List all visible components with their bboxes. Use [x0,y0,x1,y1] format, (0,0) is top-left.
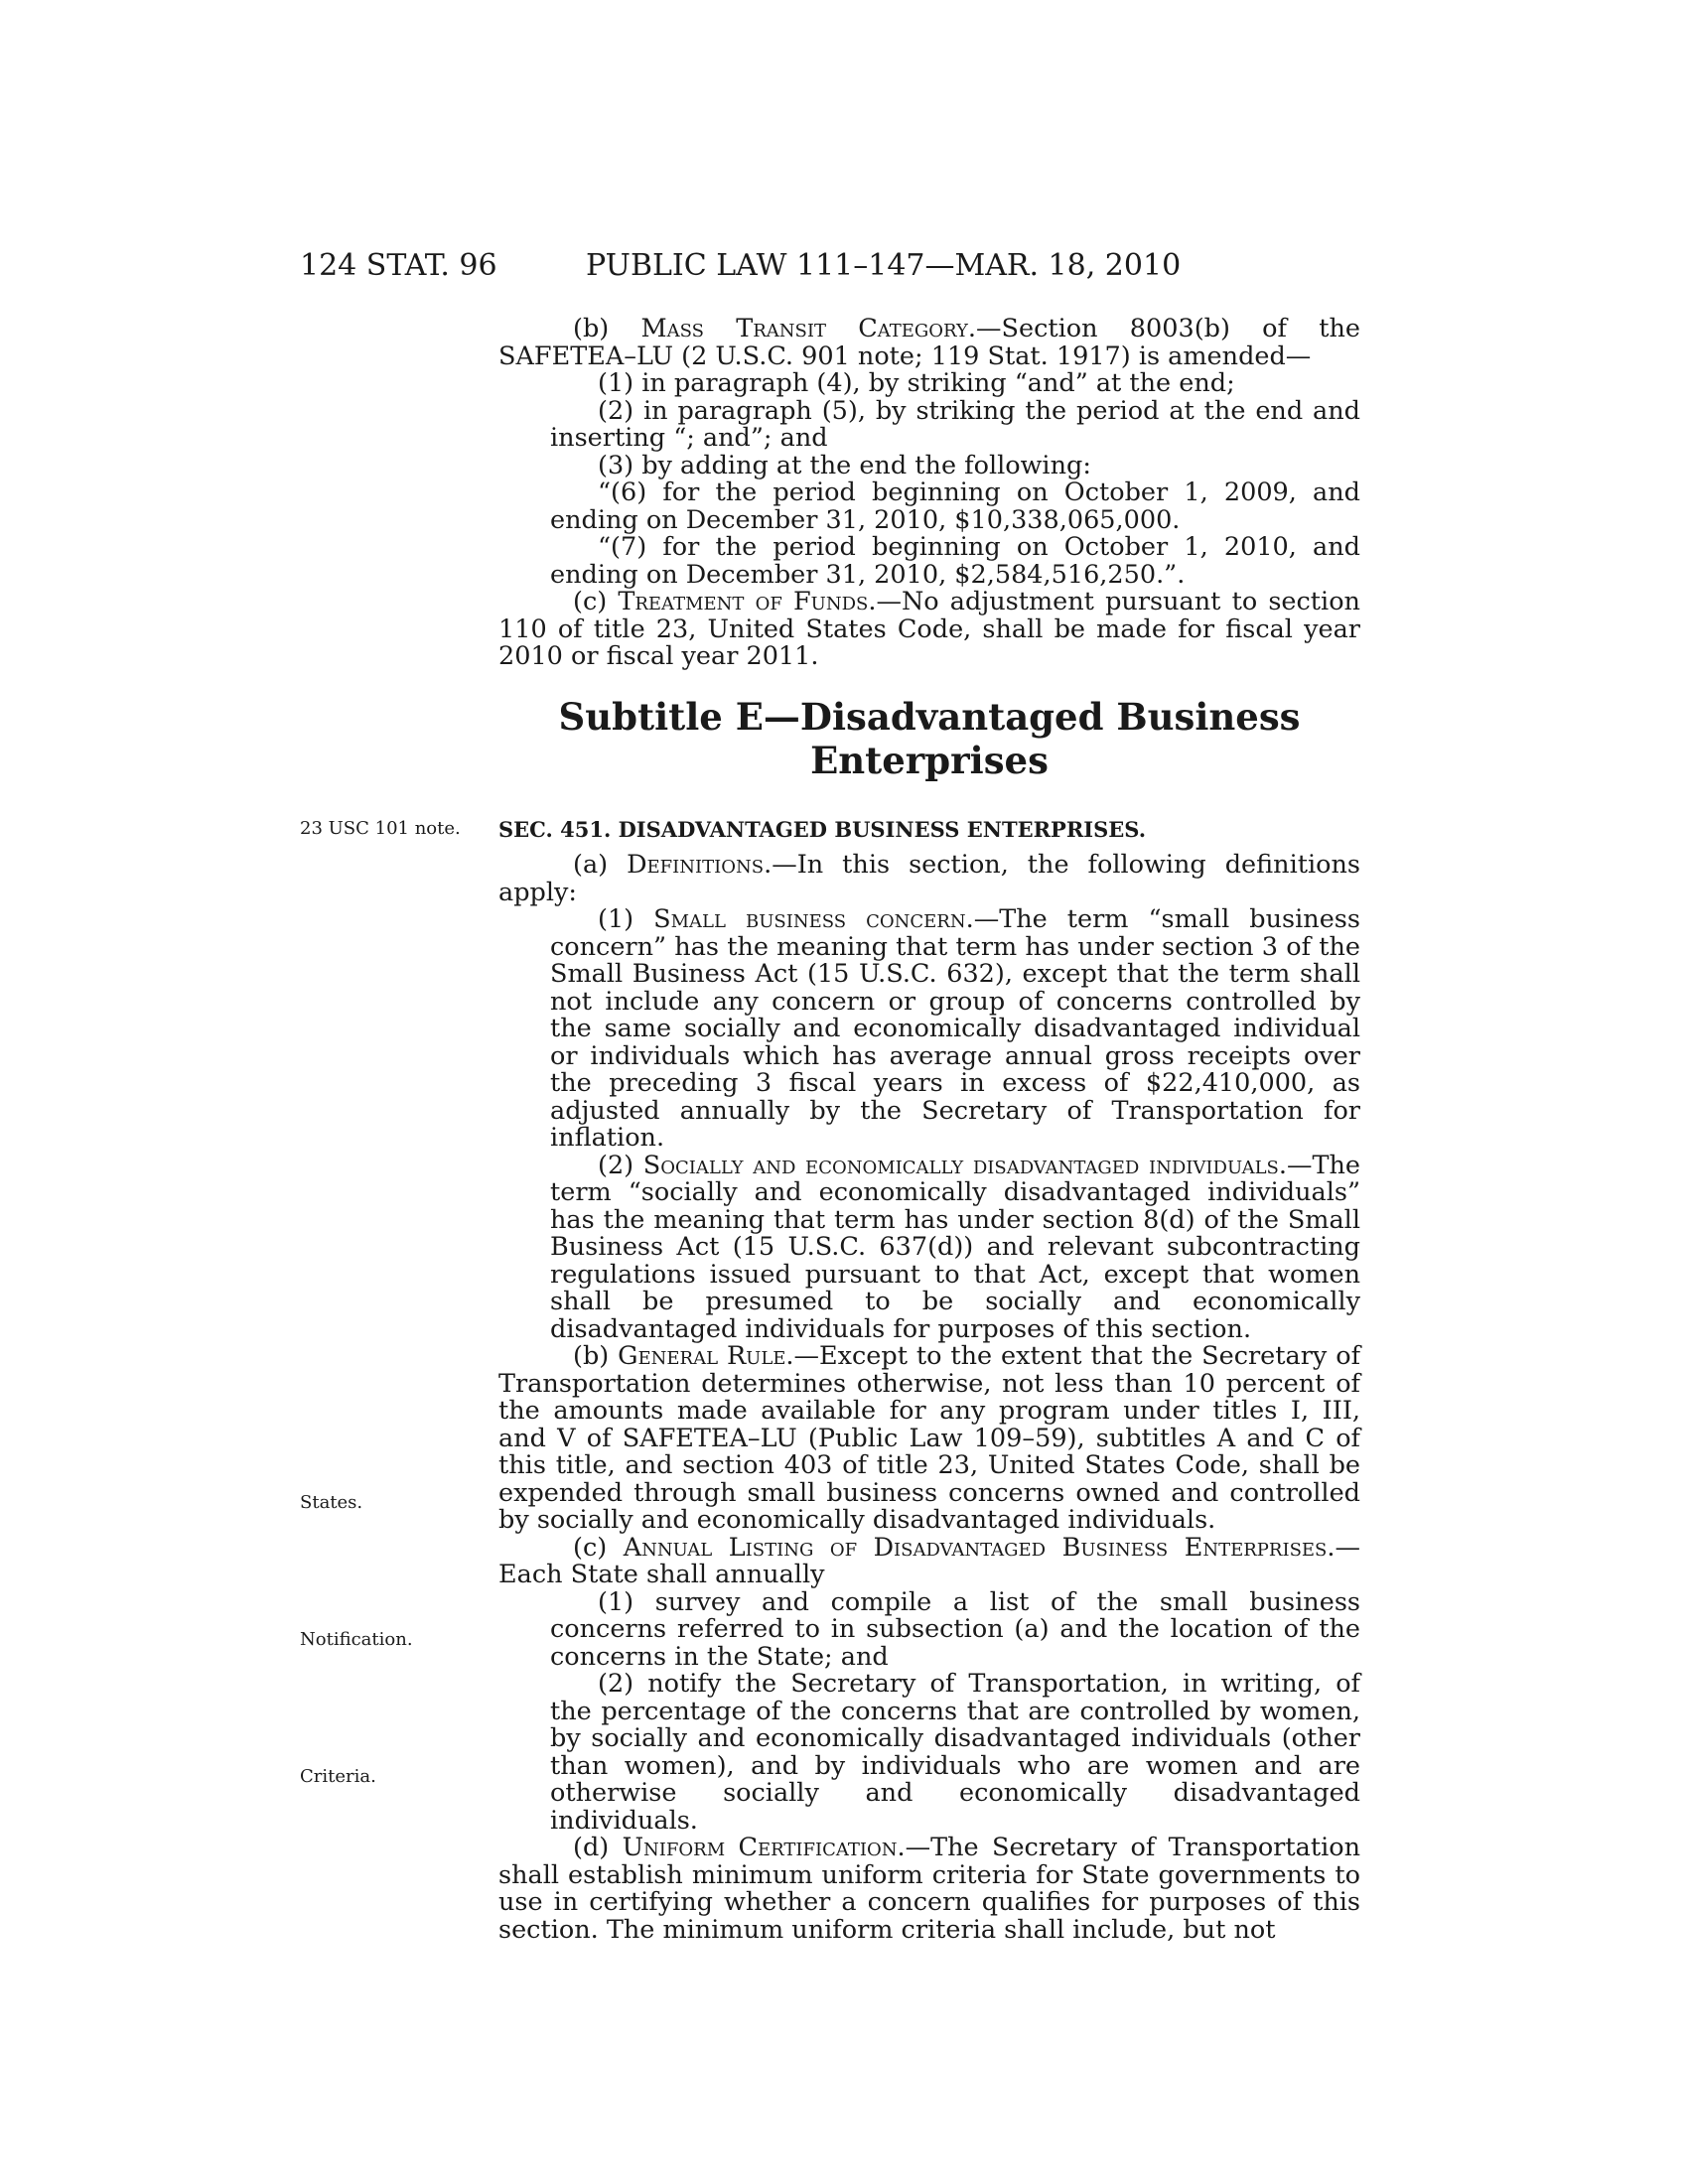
quoted-item-7: “(7) for the period beginning on October 1, 2010, and ending on December 31, 2010, $2,584,516,250.”. [550,532,1360,590]
running-header-title: PUBLIC LAW 111–147—MAR. 18, 2010 [586,248,1182,283]
item-1: (1) in paragraph (4), by striking “and” at the end; [598,368,1235,398]
item-3: (3) by adding at the end the following: [598,450,1091,480]
paragraph-b-general-rule: (b) General Rule.—Except to the extent that the Secretary of Transportation determines otherwise, not less than 10 percent of the amounts made available for any program under titles I, III, and V of SAFETEA–LU (Public Law 109–59), subtitles A and C of this title, and section 403 of title 23, United States Code, shall be expended through small business concerns owned and controlled by socially and economically disadvantaged individuals. [498,1341,1361,1535]
stat-page-number: 124 STAT. 96 [300,248,497,283]
margin-note-criteria: Criteria. [300,1766,376,1787]
subtitle-heading [498,695,1360,782]
paragraph-a-definitions: (a) Definitions.—In this section, the following definitions apply: [498,850,1360,907]
subtitle-line-2: Enterprises [810,739,1049,782]
top-text-block [498,316,1360,671]
listing-item-1: (1) survey and compile a list of the small business concerns referred to in subsection (a) and the location of the concerns in the State; and [550,1586,1360,1672]
definition-2: (2) Socially and economically disadvantaged individuals.—The term “socially and economically disadvantaged individuals” has the meaning that term has under section 8(d) of the Small Business Act (15 U.S.C. 637(d)) and relevant subcontracting regulations issued pursuant to that Act, except that women shall be presumed to be socially and economically disadvantaged individuals for purposes of this section. [550,1150,1360,1344]
definition-1: (1) Small business concern.—The term “small business concern” has the meaning that term has under section 3 of the Small Business Act (15 U.S.C. 632), except that the term shall not include any concern or group of concerns controlled by the same socially and economically disadvantaged individual or individuals which has average annual gross receipts over the preceding 3 fiscal years in excess of $22,410,000, as adjusted annually by the Secretary of Transportation for inflation. [550,904,1360,1153]
margin-note-states: States. [300,1492,363,1513]
quoted-item-6: “(6) for the period beginning on October 1, 2009, and ending on December 31, 2010, $10,338,065,000. [550,478,1360,535]
paragraph-c-annual-listing: (c) Annual Listing of Disadvantaged Business Enterprises.—Each State shall annually [498,1532,1360,1589]
section-heading: SEC. 451. DISADVANTAGED BUSINESS ENTERPRISES. [498,817,1147,842]
subtitle-line-1: Subtitle E—Disadvantaged Business [558,695,1301,739]
section-body [498,852,1360,1944]
paragraph-c-treatment-of-funds: (c) Treatment of Funds.—No adjustment pursuant to section 110 of title 23, United States Code, shall be made for fiscal year 2010 or fiscal year 2011. [498,587,1360,671]
paragraph-d-uniform-certification: (d) Uniform Certification.—The Secretary of Transportation shall establish minimum uniform criteria for State governments to use in certifying whether a concern qualifies for purposes of this section. The minimum uniform criteria shall include, but not [498,1833,1361,1945]
listing-item-2: (2) notify the Secretary of Transportation, in writing, of the percentage of the concerns that are controlled by women, by socially and economically disadvantaged individuals (other than women), and by individuals who are women and are otherwise socially and economically disadvantaged individuals. [550,1669,1360,1836]
margin-note-notification: Notification. [300,1629,413,1650]
item-2: (2) in paragraph (5), by striking the period at the end and inserting “; and”; and [550,395,1360,453]
paragraph-b-mass-transit: (b) Mass Transit Category.—Section 8003(b) of the SAFETEA–LU (2 U.S.C. 901 note; 119 Stat. 1917) is amended— [498,314,1360,371]
margin-note-usc: 23 USC 101 note. [300,818,461,839]
